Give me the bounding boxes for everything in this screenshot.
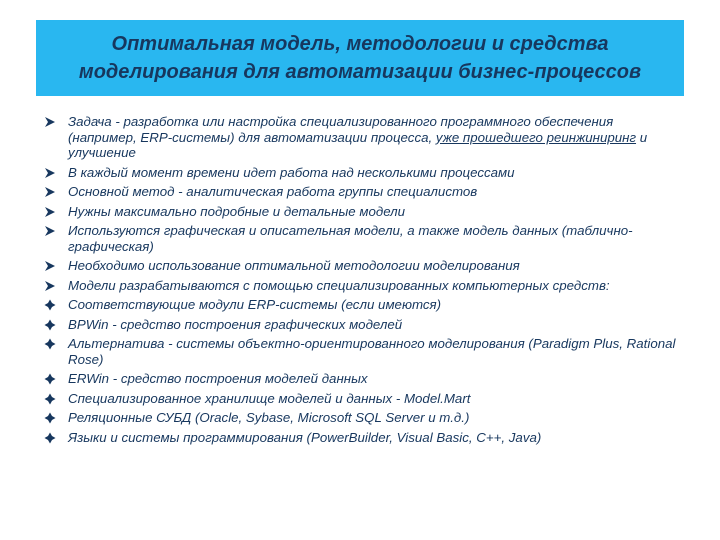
- list-item-text: Языки и системы программирования (PowerBuilder, Visual Basic, C++, Java): [68, 429, 542, 445]
- arrow-bullet-icon: [44, 165, 68, 179]
- list-item-text: В каждый момент времени идет работа над несколькими процессами: [68, 164, 515, 180]
- slide-title-line-1: Оптимальная модель, методологии и средства: [111, 33, 609, 55]
- diamond-bullet-icon: [44, 371, 68, 385]
- list-item-text: ERWin - средство построения моделей данных: [68, 371, 368, 387]
- diamond-bullet-icon: [44, 297, 68, 311]
- list-item-text: Необходимо использование оптимальной методологии моделирования: [68, 258, 520, 274]
- diamond-bullet-icon: [44, 336, 68, 350]
- diamond-bullet-icon: [44, 410, 68, 424]
- list-item: [44, 204, 684, 220]
- diamond-bullet-icon: [44, 430, 68, 444]
- list-item: [44, 391, 684, 407]
- list-item: [44, 297, 684, 313]
- list-item: [44, 317, 684, 333]
- list-item: [44, 114, 684, 161]
- list-item: [44, 336, 684, 367]
- diamond-bullet-icon: [44, 317, 68, 331]
- diamond-bullet-icon: [44, 391, 68, 405]
- arrow-bullet-icon: [44, 223, 68, 237]
- list-item-text: Соответствующие модули ERP-системы (если имеются): [68, 297, 442, 313]
- arrow-bullet-icon: [44, 278, 68, 292]
- list-item: [44, 278, 684, 294]
- list-item-text: Реляционные СУБД (Oracle, Sybase, Microsoft SQL Server и т.д.): [68, 410, 470, 426]
- slide-title-box: [36, 20, 684, 96]
- list-item-text: Основной метод - аналитическая работа группы специалистов: [68, 184, 478, 200]
- list-item-text: Модели разрабатываются с помощью специализированных компьютерных средств:: [68, 277, 610, 293]
- arrow-bullet-icon: [44, 114, 68, 128]
- list-item-underlined-text: уже прошедшего реинжиниринг: [435, 129, 637, 145]
- list-item-text: Специализированное хранилище моделей и данных - Model.Mart: [68, 390, 471, 406]
- bullet-list: [44, 114, 684, 449]
- arrow-bullet-icon: [44, 258, 68, 272]
- list-item-text: Используются графическая и описательная модели, а также модель данных (таблично-графическая): [68, 223, 633, 254]
- slide-title-line-2: моделирования для автоматизации бизнес-процессов: [78, 61, 642, 83]
- list-item-text: Нужны максимально подробные и детальные модели: [68, 203, 406, 219]
- list-item-text: BPWin - средство построения графических моделей: [68, 316, 403, 332]
- list-item: [44, 165, 684, 181]
- list-item: [44, 223, 684, 254]
- slide-title: [59, 30, 661, 86]
- arrow-bullet-icon: [44, 204, 68, 218]
- list-item: [44, 430, 684, 446]
- list-item-text-tail: и улучшение: [68, 129, 648, 161]
- list-item-text: [68, 114, 684, 161]
- list-item: [44, 410, 684, 426]
- list-item-text-main: Задача - разработка или настройка специализированного программного обеспечения (например, ERP-системы) для автоматизации процесса,: [68, 114, 614, 145]
- list-item: [44, 258, 684, 274]
- arrow-bullet-icon: [44, 184, 68, 198]
- list-item-text: Альтернатива - системы объектно-ориентированного моделирования (Paradigm Plus, Rational Rose): [68, 336, 676, 367]
- list-item: [44, 371, 684, 387]
- list-item: [44, 184, 684, 200]
